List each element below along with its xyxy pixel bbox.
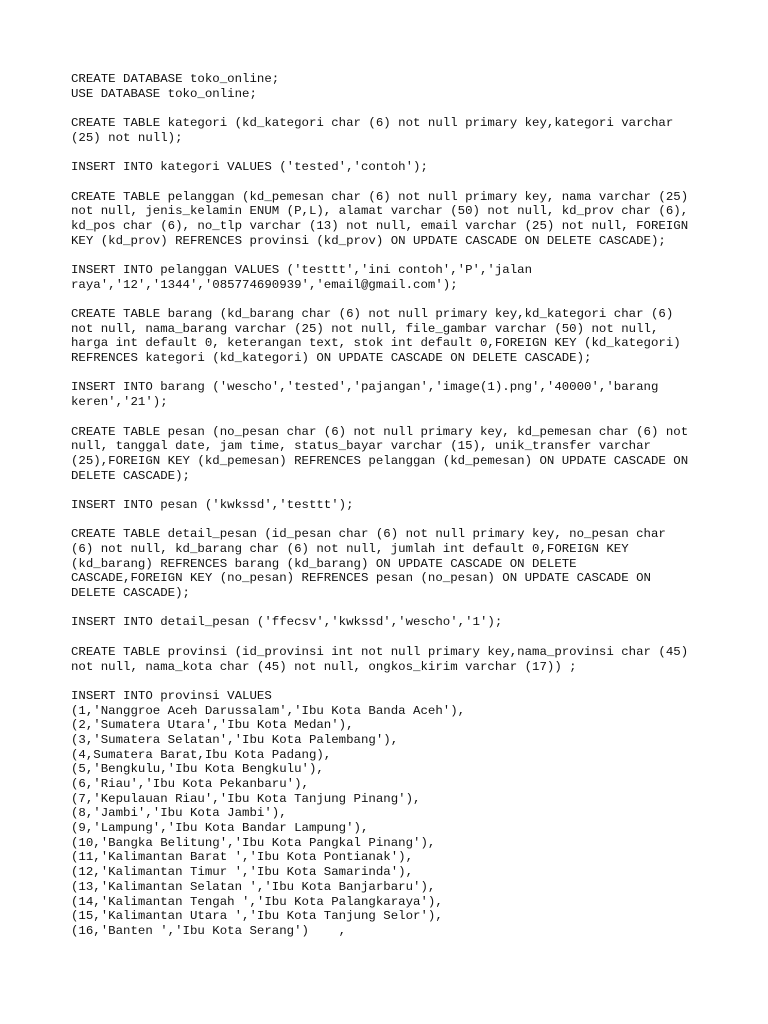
sql-line: harga int default 0, keterangan text, stok int default 0,FOREIGN KEY (kd_kategori) (71, 336, 681, 351)
sql-line: CREATE DATABASE toko_online; (71, 72, 280, 86)
sql-paragraph (71, 380, 711, 409)
sql-paragraph (71, 263, 711, 292)
sql-paragraph (71, 307, 711, 366)
sql-line: raya','12','1344','085774690939','email@gmail.com'); (71, 277, 458, 292)
sql-paragraph (71, 498, 711, 513)
sql-line: null, tanggal date, jam time, status_bayar varchar (15), unik_transfer varchar (71, 439, 651, 454)
sql-line: CREATE TABLE barang (kd_barang char (6) not null primary key,kd_kategori char (6) (71, 307, 674, 321)
sql-line: not null, nama_kota char (45) not null, ongkos_kirim varchar (17)) ; (71, 659, 577, 674)
sql-line: DELETE CASCADE); (71, 468, 190, 483)
sql-paragraph (71, 689, 711, 939)
sql-line: not null, nama_barang varchar (25) not null, file_gambar varchar (50) not null, (71, 321, 659, 336)
sql-line: (12,'Kalimantan Timur ','Ibu Kota Samarinda'), (71, 865, 414, 880)
sql-paragraph (71, 425, 711, 484)
sql-line: (16,'Banten ','Ibu Kota Serang') , (71, 923, 347, 938)
sql-line: INSERT INTO pesan ('kwkssd','testtt'); (71, 497, 354, 512)
sql-line: CREATE TABLE provinsi (id_provinsi int not null primary key,nama_provinsi char (45) (71, 644, 689, 659)
sql-line: (25) not null); (71, 130, 183, 145)
sql-line: (6,'Riau','Ibu Kota Pekanbaru'), (71, 777, 309, 791)
sql-line: (25),FOREIGN KEY (kd_pemesan) REFRENCES pelanggan (kd_pemesan) ON UPDATE CASCADE ON (71, 453, 689, 468)
sql-line: (2,'Sumatera Utara','Ibu Kota Medan'), (71, 718, 354, 733)
sql-paragraph (71, 527, 711, 600)
sql-line: (15,'Kalimantan Utara ','Ibu Kota Tanjung Selor'), (71, 909, 443, 924)
sql-line: (6) not null, kd_barang char (6) not null, jumlah int default 0,FOREIGN KEY (71, 542, 629, 556)
sql-line: CREATE TABLE pelanggan (kd_pemesan char (6) not null primary key, nama varchar (25) (71, 189, 689, 204)
sql-paragraph (71, 160, 711, 175)
sql-line: INSERT INTO provinsi VALUES (71, 688, 272, 703)
document-body (71, 72, 711, 953)
sql-line: (8,'Jambi','Ibu Kota Jambi'), (71, 806, 287, 821)
sql-line: INSERT INTO pelanggan VALUES ('testtt','ini contoh','P','jalan (71, 262, 533, 277)
sql-line: INSERT INTO barang ('wescho','tested','pajangan','image(1).png','40000','barang (71, 380, 659, 395)
sql-line: (1,'Nanggroe Aceh Darussalam','Ibu Kota Banda Aceh'), (71, 703, 466, 718)
sql-line: CREATE TABLE kategori (kd_kategori char (6) not null primary key,kategori varchar (71, 116, 674, 131)
sql-line: DELETE CASCADE); (71, 586, 190, 601)
sql-line: not null, jenis_kelamin ENUM (P,L), alamat varchar (50) not null, kd_prov char (6), (71, 204, 689, 219)
sql-line: (7,'Kepulauan Riau','Ibu Kota Tanjung Pinang'), (71, 791, 421, 806)
sql-paragraph (71, 190, 711, 249)
sql-paragraph (71, 615, 711, 630)
sql-line: (10,'Bangka Belitung','Ibu Kota Pangkal Pinang'), (71, 835, 436, 850)
sql-line: CASCADE,FOREIGN KEY (no_pesan) REFRENCES pesan (no_pesan) ON UPDATE CASCADE ON (71, 571, 651, 586)
sql-line: (11,'Kalimantan Barat ','Ibu Kota Pontianak'), (71, 850, 414, 865)
sql-paragraph (71, 116, 711, 145)
sql-line: (kd_barang) REFRENCES barang (kd_barang) ON UPDATE CASCADE ON DELETE (71, 556, 577, 571)
sql-line: USE DATABASE toko_online; (71, 86, 257, 101)
sql-line: (9,'Lampung','Ibu Kota Bandar Lampung'), (71, 821, 369, 836)
sql-line: (5,'Bengkulu,'Ibu Kota Bengkulu'), (71, 762, 324, 777)
sql-line: REFRENCES kategori (kd_kategori) ON UPDATE CASCADE ON DELETE CASCADE); (71, 351, 592, 366)
sql-line: kd_pos char (6), no_tlp varchar (13) not null, email varchar (25) not null, FOREIGN (71, 218, 689, 233)
sql-line: CREATE TABLE detail_pesan (id_pesan char (6) not null primary key, no_pesan char (71, 527, 666, 542)
sql-line: INSERT INTO kategori VALUES ('tested','contoh'); (71, 160, 428, 175)
sql-paragraph (71, 645, 711, 674)
sql-line: INSERT INTO detail_pesan ('ffecsv','kwkssd','wescho','1'); (71, 615, 503, 630)
sql-line: (4,Sumatera Barat,Ibu Kota Padang), (71, 747, 332, 762)
sql-paragraph (71, 72, 711, 101)
sql-line: CREATE TABLE pesan (no_pesan char (6) not null primary key, kd_pemesan char (6) not (71, 424, 689, 439)
sql-line: KEY (kd_prov) REFRENCES provinsi (kd_prov) ON UPDATE CASCADE ON DELETE CASCADE); (71, 233, 666, 248)
sql-line: keren','21'); (71, 395, 168, 410)
sql-line: (13,'Kalimantan Selatan ','Ibu Kota Banjarbaru'), (71, 879, 436, 894)
sql-line: (14,'Kalimantan Tengah ','Ibu Kota Palangkaraya'), (71, 894, 443, 909)
sql-line: (3,'Sumatera Selatan','Ibu Kota Palembang'), (71, 732, 399, 747)
